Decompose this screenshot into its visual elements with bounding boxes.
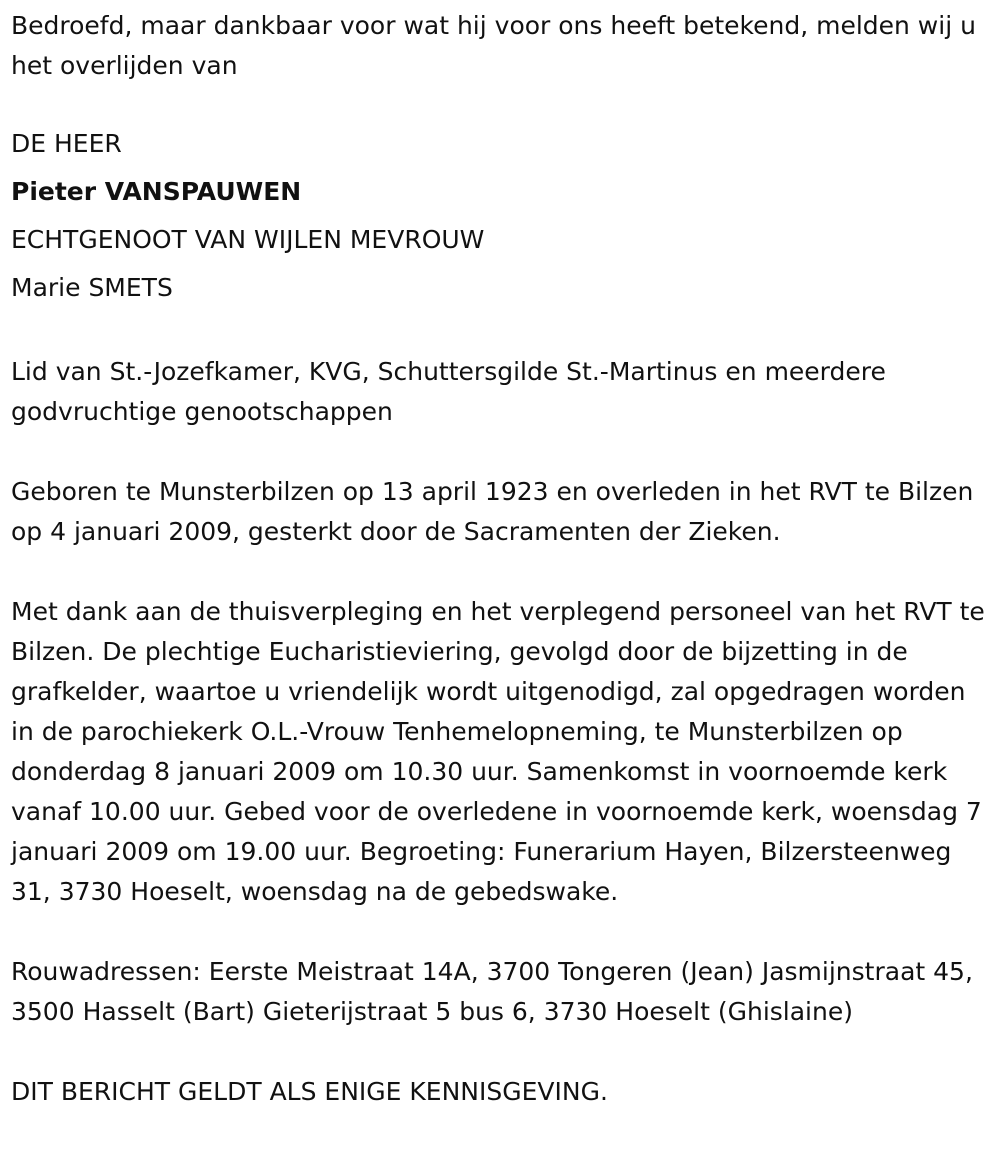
obituary-notice <box>11 6 993 1112</box>
spouse-label: ECHTGENOOT VAN WIJLEN MEVROUW <box>11 225 485 254</box>
intro-text: Bedroefd, maar dankbaar voor wat hij voor ons heeft betekend, melden wij u het overlijden van <box>11 11 976 80</box>
birth-death-text: Geboren te Munsterbilzen op 13 april 1923 en overleden in het RVT te Bilzen op 4 januari 2009, gesterkt door de Sacramenten der Zieken. <box>11 477 974 546</box>
deceased-name: Pieter VANSPAUWEN <box>11 177 302 206</box>
title-line: DE HEER <box>11 129 122 158</box>
name-block <box>11 120 993 312</box>
addresses-text: Rouwadressen: Eerste Meistraat 14A, 3700 Tongeren (Jean) Jasmijnstraat 45, 3500 Hasselt (Bart) Gieterijstraat 5 bus 6, 3730 Hoeselt (Ghislaine) <box>11 957 973 1026</box>
spouse-name: Marie SMETS <box>11 273 173 302</box>
service-text: Met dank aan de thuisverpleging en het verplegend personeel van het RVT te Bilzen. De plechtige Eucharistieviering, gevolgd door de bijzetting in de grafkelder, waartoe u vriendelijk wordt uitgenodigd, zal opgedragen worden in de parochiekerk O.L.-Vrouw Tenhemelopneming, te Munsterbilzen op donderdag 8 januari 2009 om 10.30 uur. Samenkomst in voornoemde kerk vanaf 10.00 uur. Gebed voor de overledene in voornoemde kerk, woensdag 7 januari 2009 om 19.00 uur. Begroeting: Funerarium Hayen, Bilzersteenweg 31, 3730 Hoeselt, woensdag na de gebedswake. <box>11 597 985 906</box>
closing-text: DIT BERICHT GELDT ALS ENIGE KENNISGEVING. <box>11 1077 608 1106</box>
membership-text: Lid van St.-Jozefkamer, KVG, Schuttersgilde St.-Martinus en meerdere godvruchtige genootschappen <box>11 357 886 426</box>
